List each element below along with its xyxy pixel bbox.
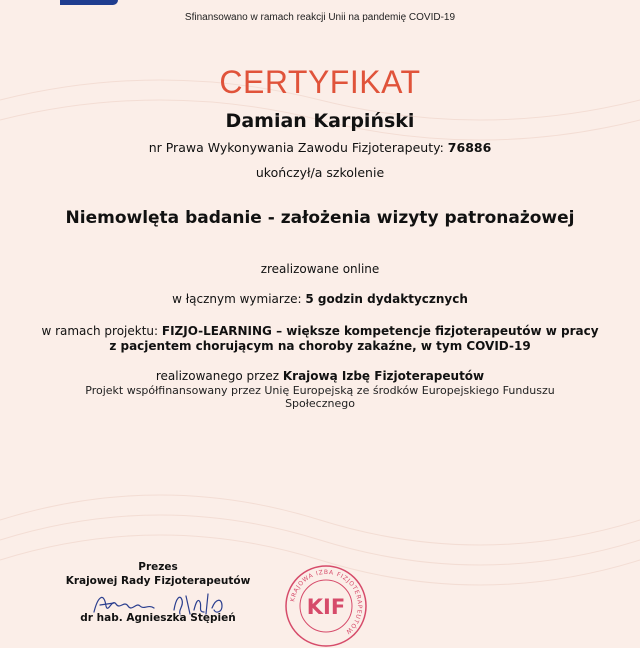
- hours-label: w łącznym wymiarze:: [172, 292, 306, 306]
- license-number: 76886: [447, 140, 492, 155]
- signer-role-line2: Krajowej Rady Fizjoterapeutów: [65, 575, 251, 587]
- certificate-title: CERTYFIKAT: [219, 64, 421, 100]
- course-title: Niemowlęta badanie - założenia wizyty patronażowej: [65, 208, 575, 228]
- realized-by: Krajową Izbę Fizjoterapeutów: [282, 369, 485, 383]
- svg-text:KIF: KIF: [306, 595, 346, 619]
- hours-line: [0, 292, 640, 306]
- signer-role: [40, 560, 276, 588]
- kif-seal: [284, 564, 368, 648]
- project-label: w ramach projektu:: [41, 324, 162, 338]
- completed-text: ukończył/a szkolenie: [255, 165, 385, 180]
- signer-name: dr hab. Agnieszka Stępień: [80, 612, 236, 624]
- mode-text: zrealizowane online: [260, 262, 380, 276]
- eu-flag-corner: [60, 0, 118, 5]
- project-line: [40, 324, 600, 354]
- license-line: [0, 140, 640, 155]
- svg-text:KRAJOWA IZBA FIZJOTERAPEUTÓW: KRAJOWA IZBA FIZJOTERAPEUTÓW: [289, 568, 364, 636]
- license-label: nr Prawa Wykonywania Zawodu Fizjoterapeuty:: [148, 140, 448, 155]
- signer-role-line1: Prezes: [138, 561, 178, 573]
- project-name: FIZJO-LEARNING – większe kompetencje fizjoterapeutów w pracy z pacjentem chorującym na choroby zakaźne, w tym COVID-19: [109, 324, 599, 353]
- realized-label: realizowanego przez: [155, 369, 283, 383]
- recipient-name: Damian Karpiński: [225, 110, 415, 132]
- realized-line: [0, 369, 640, 383]
- cofinanced-text: Projekt współfinansowany przez Unię Europejską ze środków Europejskiego Funduszu Społecznego: [85, 384, 555, 410]
- funding-note: Sfinansowano w ramach reakcji Unii na pandemię COVID-19: [184, 12, 456, 23]
- hours-value: 5 godzin dydaktycznych: [305, 292, 468, 306]
